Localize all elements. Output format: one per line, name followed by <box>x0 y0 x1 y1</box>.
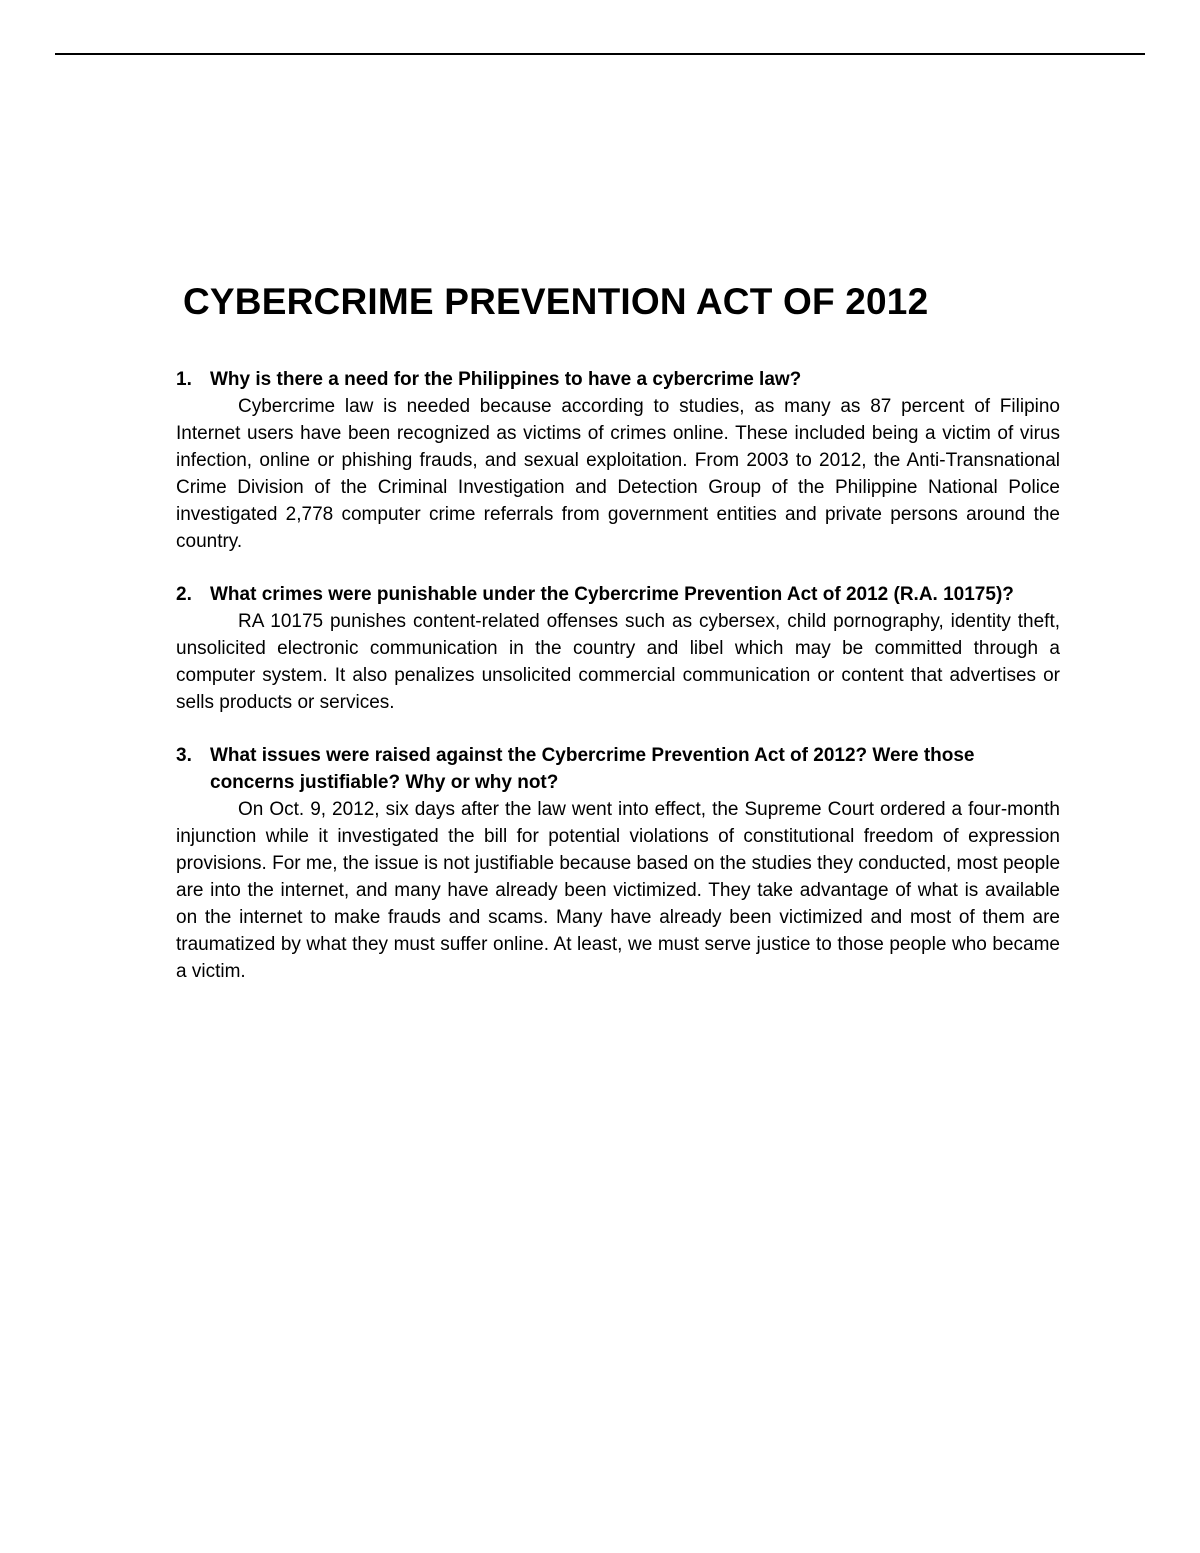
header-rule <box>55 53 1145 55</box>
question-text: What issues were raised against the Cybercrime Prevention Act of 2012? Were those concerns justifiable? Why or why not? <box>210 745 975 793</box>
question-number: 3. <box>176 745 192 766</box>
question-item-3 <box>176 742 1060 985</box>
answer-paragraph: Cybercrime law is needed because according to studies, as many as 87 percent of Filipino Internet users have been recognized as victims of crimes online. These included being a victim of virus infection, online or phishing frauds, and sexual exploitation. From 2003 to 2012, the Anti-Transnational Crime Division of the Criminal Investigation and Detection Group of the Philippine National Police investigated 2,778 computer crime referrals from government entities and private persons around the country. <box>176 396 1060 552</box>
question-heading <box>176 366 1060 393</box>
question-heading <box>176 742 1060 796</box>
question-text: Why is there a need for the Philippines to have a cybercrime law? <box>210 369 802 390</box>
question-list <box>176 366 1060 1011</box>
question-item-2 <box>176 581 1060 716</box>
question-item-1 <box>176 366 1060 555</box>
answer-paragraph: RA 10175 punishes content-related offenses such as cybersex, child pornography, identity theft, unsolicited electronic communication in the country and libel which may be committed through a computer system. It also penalizes unsolicited commercial communication or content that advertises or sells products or services. <box>176 611 1060 713</box>
question-heading <box>176 581 1060 608</box>
question-number: 2. <box>176 584 192 605</box>
document-title: CYBERCRIME PREVENTION ACT OF 2012 <box>183 281 929 322</box>
question-text: What crimes were punishable under the Cybercrime Prevention Act of 2012 (R.A. 10175)? <box>210 584 1014 605</box>
answer-paragraph: On Oct. 9, 2012, six days after the law went into effect, the Supreme Court ordered a four-month injunction while it investigated the bill for potential violations of constitutional freedom of expression provisions. For me, the issue is not justifiable because based on the studies they conducted, most people are into the internet, and many have already been victimized. They take advantage of what is available on the internet to make frauds and scams. Many have already been victimized and most of them are traumatized by what they must suffer online. At least, we must serve justice to those people who became a victim. <box>176 799 1061 982</box>
question-number: 1. <box>176 369 192 390</box>
